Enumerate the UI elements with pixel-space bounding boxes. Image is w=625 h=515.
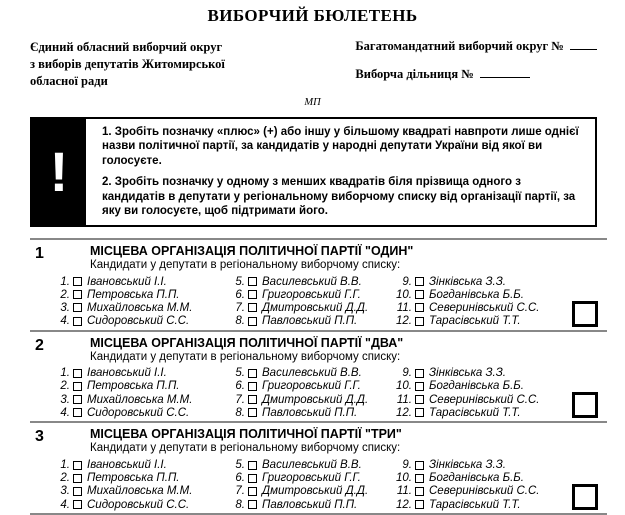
district-number-label: Багатомандатний виборчий округ №: [355, 39, 564, 53]
candidate-number: 3.: [60, 301, 70, 314]
candidate-name: Зінківська З.З.: [429, 275, 507, 288]
district-number-blank: [570, 39, 597, 50]
candidate-name: Сидоровський С.С.: [87, 406, 190, 419]
candidate-list: [50, 275, 607, 328]
candidate-checkbox[interactable]: [73, 487, 82, 496]
candidate-row: [50, 485, 225, 498]
precinct-number-row: [355, 67, 597, 82]
candidate-name: Сидоровський С.С.: [87, 315, 190, 328]
candidate-name: Богданівська Б.Б.: [429, 472, 524, 485]
candidate-number: 9.: [402, 367, 412, 380]
candidate-name: Сидоровський С.С.: [87, 498, 190, 511]
candidate-row: [392, 458, 607, 471]
candidate-number: 5.: [235, 459, 245, 471]
party-list: [30, 238, 607, 515]
candidate-name: Зінківська З.З.: [429, 459, 507, 471]
candidate-row: [225, 301, 392, 314]
org-text-line: обласної ради: [30, 74, 108, 88]
candidate-name: Зінківська З.З.: [429, 367, 507, 380]
candidate-checkbox[interactable]: [415, 461, 424, 470]
party-title: МІСЦЕВА ОРГАНІЗАЦІЯ ПОЛІТИЧНОЇ ПАРТІЇ "ТРИ": [90, 427, 402, 442]
candidate-checkbox[interactable]: [248, 290, 257, 299]
candidate-list: [50, 367, 607, 420]
candidate-name: Михайловська М.М.: [87, 393, 193, 406]
candidate-number: 8.: [235, 498, 245, 511]
instruction-box: [30, 117, 597, 227]
candidate-number: 11.: [396, 301, 412, 314]
ballot-header: [30, 39, 597, 95]
candidate-name: Івановський І.І.: [87, 275, 167, 288]
candidate-number: 8.: [235, 406, 245, 419]
candidate-number: 11.: [396, 393, 412, 406]
candidate-row: [50, 288, 225, 301]
candidate-checkbox[interactable]: [73, 290, 82, 299]
candidate-name: Павловський П.П.: [262, 498, 358, 511]
candidate-number: 1.: [60, 275, 70, 288]
candidate-number: 4.: [60, 315, 70, 328]
candidate-number: 3.: [60, 485, 70, 498]
candidate-row: [225, 275, 392, 288]
candidate-row: [392, 472, 607, 485]
candidate-checkbox[interactable]: [248, 317, 257, 326]
instruction-text: [86, 119, 595, 225]
candidate-name: Дмитровський Д.Д.: [262, 301, 369, 314]
candidate-row: [225, 393, 392, 406]
candidate-name: Павловський П.П.: [262, 315, 358, 328]
candidate-checkbox[interactable]: [415, 487, 424, 496]
election-org-text: [30, 39, 225, 95]
party-section: [30, 330, 607, 422]
party-checkbox[interactable]: [572, 392, 598, 418]
candidate-row: [50, 314, 225, 327]
candidate-number: 2.: [60, 472, 70, 485]
candidate-name: Тарасівський Т.Т.: [429, 315, 521, 328]
candidate-checkbox[interactable]: [415, 290, 424, 299]
candidate-row: [225, 458, 392, 471]
candidate-checkbox[interactable]: [248, 277, 257, 286]
candidate-checkbox[interactable]: [248, 303, 257, 312]
candidate-checkbox[interactable]: [415, 500, 424, 509]
party-section: [30, 238, 607, 330]
candidate-name: Григоровський Г.Г.: [262, 380, 361, 393]
candidate-row: [225, 498, 392, 511]
candidate-row: [225, 288, 392, 301]
party-number: 1: [35, 244, 44, 262]
candidate-checkbox[interactable]: [73, 461, 82, 470]
ballot-title: ВИБОРЧИЙ БЮЛЕТЕНЬ: [207, 6, 418, 25]
candidate-number: 6.: [235, 472, 245, 485]
org-text-line: Єдиний обласний виборчий округ: [30, 40, 223, 54]
candidate-name: Тарасівський Т.Т.: [429, 498, 521, 511]
candidate-name: Михайловська М.М.: [87, 485, 193, 498]
candidate-number: 12.: [396, 406, 412, 419]
candidate-checkbox[interactable]: [415, 408, 424, 417]
candidate-name: Богданівська Б.Б.: [429, 380, 524, 393]
candidate-row: [392, 380, 607, 393]
candidate-number: 10.: [396, 472, 412, 485]
party-subtitle: Кандидати у депутати в регіональному виборчому списку:: [90, 350, 401, 363]
candidate-number: 10.: [396, 288, 412, 301]
instruction-item-1: 1. Зробіть позначку «плюс» (+) або іншу у більшому квадраті навпроти лише однієї назви політичної партії, за кандидатів у народні депутати України від якої ви голосуєте.: [102, 126, 579, 167]
candidate-checkbox[interactable]: [248, 474, 257, 483]
org-text-line: з виборів депутатів Житомирської: [30, 57, 225, 71]
candidate-name: Петровська П.П.: [87, 380, 180, 393]
party-subtitle: Кандидати у депутати в регіональному виборчому списку:: [90, 442, 401, 455]
candidate-checkbox[interactable]: [248, 487, 257, 496]
candidate-checkbox[interactable]: [248, 461, 257, 470]
precinct-number-label: Виборча дільниця №: [355, 67, 474, 81]
candidate-row: [50, 367, 225, 380]
candidate-number: 7.: [235, 485, 245, 498]
candidate-number: 7.: [235, 393, 245, 406]
candidate-checkbox[interactable]: [415, 382, 424, 391]
candidate-checkbox[interactable]: [73, 303, 82, 312]
candidate-number: 5.: [235, 275, 245, 288]
candidate-number: 12.: [396, 315, 412, 328]
candidate-name: Григоровський Г.Г.: [262, 288, 361, 301]
candidate-name: Тарасівський Т.Т.: [429, 406, 521, 419]
candidate-number: 1.: [60, 367, 70, 380]
candidate-checkbox[interactable]: [73, 369, 82, 378]
candidate-name: Петровська П.П.: [87, 472, 180, 485]
candidate-number: 6.: [235, 288, 245, 301]
party-subtitle: Кандидати у депутати в регіональному виборчому списку:: [90, 258, 401, 271]
candidate-name: Северинівський С.С.: [429, 301, 540, 314]
candidate-name: Василевський В.В.: [262, 367, 362, 380]
candidate-checkbox[interactable]: [415, 369, 424, 378]
candidate-row: [50, 275, 225, 288]
candidate-row: [225, 472, 392, 485]
candidate-checkbox[interactable]: [73, 500, 82, 509]
party-title: МІСЦЕВА ОРГАНІЗАЦІЯ ПОЛІТИЧНОЇ ПАРТІЇ "ОДИН": [90, 243, 414, 258]
candidate-checkbox[interactable]: [248, 382, 257, 391]
candidate-row: [225, 406, 392, 419]
candidate-number: 9.: [402, 275, 412, 288]
candidate-checkbox[interactable]: [248, 408, 257, 417]
candidate-checkbox[interactable]: [248, 500, 257, 509]
candidate-row: [225, 314, 392, 327]
candidate-row: [50, 393, 225, 406]
candidate-row: [50, 406, 225, 419]
candidate-checkbox[interactable]: [415, 474, 424, 483]
candidate-row: [50, 301, 225, 314]
candidate-number: 4.: [60, 406, 70, 419]
candidate-name: Михайловська М.М.: [87, 301, 193, 314]
candidate-name: Павловський П.П.: [262, 406, 358, 419]
candidate-checkbox[interactable]: [73, 395, 82, 404]
candidate-list: [50, 458, 607, 511]
candidate-name: Василевський В.В.: [262, 459, 362, 471]
candidate-checkbox[interactable]: [415, 395, 424, 404]
candidate-row: [50, 472, 225, 485]
candidate-number: 2.: [60, 288, 70, 301]
candidate-checkbox[interactable]: [73, 317, 82, 326]
district-precinct-block: [355, 39, 597, 95]
candidate-row: [50, 380, 225, 393]
party-checkbox[interactable]: [572, 301, 598, 327]
exclamation-icon: !: [32, 119, 86, 225]
candidate-number: 7.: [235, 301, 245, 314]
candidate-number: 2.: [60, 380, 70, 393]
candidate-name: Северинівський С.С.: [429, 485, 540, 498]
instruction-item-2: 2. Зробіть позначку у одному з менших квадратів біля прізвища одного з кандидатів в депутати у регіональному виборчому списку від організації партії, за яку ви голосуєте, щоб підтримати його.: [102, 176, 576, 218]
candidate-number: 4.: [60, 498, 70, 511]
candidate-number: 1.: [60, 459, 70, 471]
seal-mark: МП: [304, 97, 321, 108]
party-number: 2: [35, 336, 44, 354]
candidate-row: [50, 458, 225, 471]
candidate-name: Дмитровський Д.Д.: [262, 393, 369, 406]
candidate-number: 11.: [396, 485, 412, 498]
party-section: [30, 421, 607, 513]
candidate-number: 8.: [235, 315, 245, 328]
candidate-name: Григоровський Г.Г.: [262, 472, 361, 485]
candidate-number: 6.: [235, 380, 245, 393]
candidate-number: 10.: [396, 380, 412, 393]
candidate-name: Северинівський С.С.: [429, 393, 540, 406]
candidate-number: 5.: [235, 367, 245, 380]
candidate-name: Богданівська Б.Б.: [429, 288, 524, 301]
candidate-row: [225, 485, 392, 498]
candidate-row: [392, 367, 607, 380]
candidate-checkbox[interactable]: [415, 277, 424, 286]
candidate-checkbox[interactable]: [73, 277, 82, 286]
candidate-checkbox[interactable]: [73, 408, 82, 417]
candidate-checkbox[interactable]: [248, 369, 257, 378]
candidate-checkbox[interactable]: [73, 382, 82, 391]
candidate-row: [392, 288, 607, 301]
candidate-number: 12.: [396, 498, 412, 511]
candidate-number: 3.: [60, 393, 70, 406]
candidate-name: Петровська П.П.: [87, 288, 180, 301]
candidate-row: [225, 380, 392, 393]
candidate-row: [225, 367, 392, 380]
candidate-name: Василевський В.В.: [262, 275, 362, 288]
candidate-checkbox[interactable]: [415, 317, 424, 326]
candidate-checkbox[interactable]: [248, 395, 257, 404]
party-title: МІСЦЕВА ОРГАНІЗАЦІЯ ПОЛІТИЧНОЇ ПАРТІЇ "ДВА": [90, 335, 404, 350]
candidate-name: Івановський І.І.: [87, 367, 167, 380]
candidate-name: Дмитровський Д.Д.: [262, 485, 369, 498]
candidate-number: 9.: [402, 459, 412, 471]
party-checkbox[interactable]: [572, 484, 598, 510]
candidate-checkbox[interactable]: [415, 303, 424, 312]
district-number-row: [355, 39, 597, 54]
candidate-row: [50, 498, 225, 511]
candidate-checkbox[interactable]: [73, 474, 82, 483]
precinct-number-blank: [480, 67, 530, 78]
candidate-name: Івановський І.І.: [87, 459, 167, 471]
candidate-row: [392, 275, 607, 288]
party-number: 3: [35, 428, 44, 446]
